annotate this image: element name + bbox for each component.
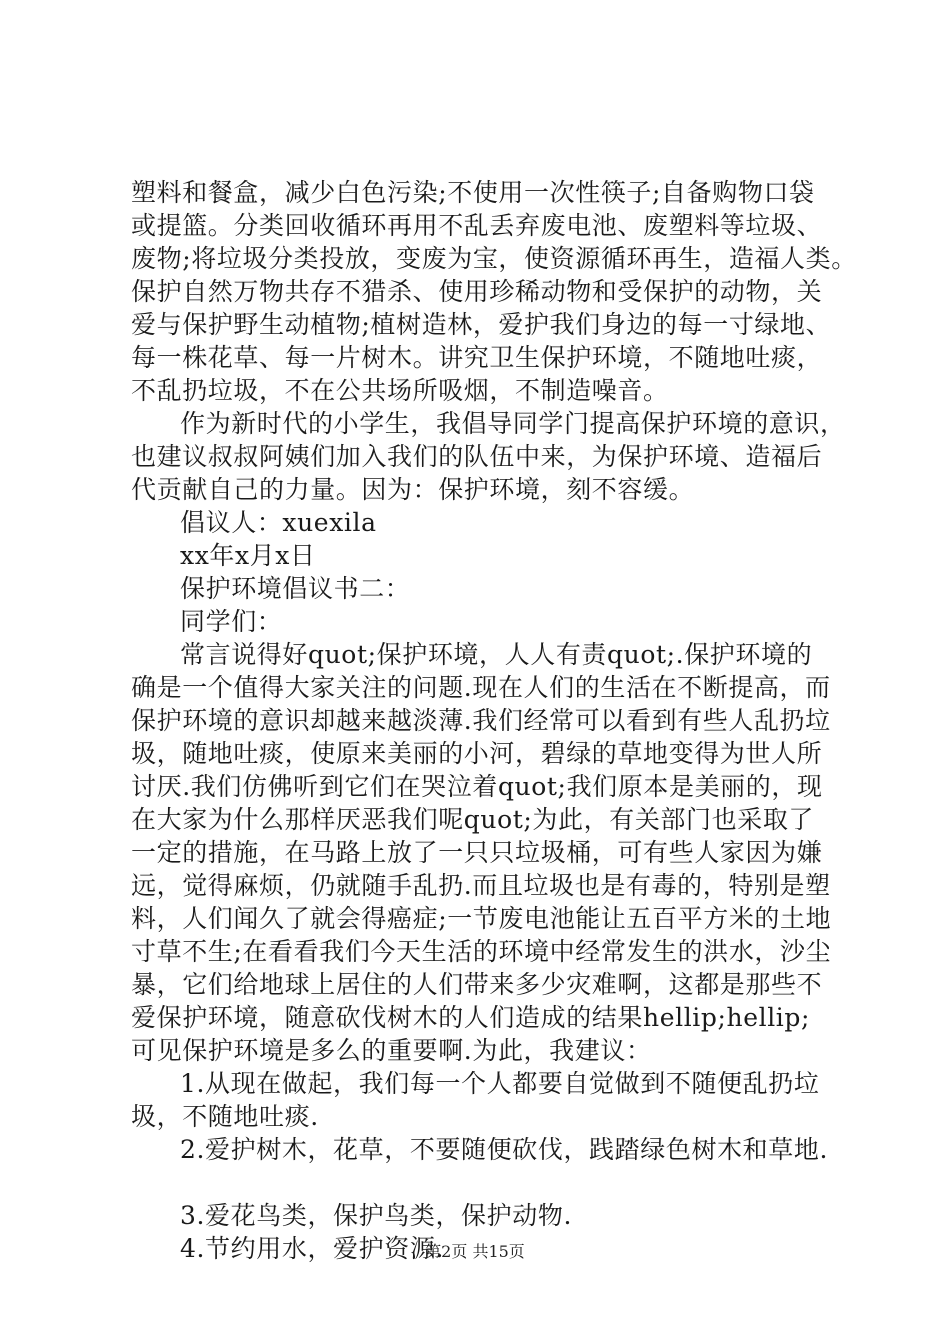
paragraph-line: 圾，随地吐痰，使原来美丽的小河，碧绿的草地变得为世人所 [131,739,823,768]
date-line: xx年x月x日 [180,541,316,570]
list-item: 1.从现在做起，我们每一个人都要自觉做到不随便乱扔垃 [180,1069,820,1098]
list-item-continuation: 圾，不随地吐痰. [131,1102,319,1131]
paragraph-line: 保护自然万物共存不猎杀、使用珍稀动物和受保护的动物，关 [131,277,823,306]
paragraph-line: 确是一个值得大家关注的问题.现在人们的生活在不断提高，而 [131,673,831,702]
paragraph-line: 讨厌.我们仿佛听到它们在哭泣着quot;我们原本是美丽的，现 [131,772,823,801]
paragraph-line: 塑料和餐盒，减少白色污染;不使用一次性筷子;自备购物口袋 [131,178,815,207]
paragraph-line: 暴，它们给地球上居住的人们带来多少灾难啊，这都是那些不 [131,970,823,999]
section-title: 保护环境倡议书二： [180,574,411,603]
paragraph-line: 每一株花草、每一片树木。讲究卫生保护环境，不随地吐痰， [131,343,823,372]
paragraph-line: 料，人们闻久了就会得癌症;一节废电池能让五百平方米的土地 [131,904,832,933]
paragraph-line: 也建议叔叔阿姨们加入我们的队伍中来，为保护环境、造福后 [131,442,823,471]
paragraph-line: 爱与保护野生动植物;植树造林，爱护我们身边的每一寸绿地、 [131,310,832,339]
paragraph-line: 爱保护环境，随意砍伐树木的人们造成的结果hellip;hellip; [131,1003,811,1032]
paragraph-line: 保护环境的意识却越来越淡薄.我们经常可以看到有些人乱扔垃 [131,706,831,735]
paragraph-line: 常言说得好quot;保护环境，人人有责quot;.保护环境的 [180,640,813,669]
page-number-footer: 第2页 共15页 [425,1242,525,1261]
document-body [131,176,857,1265]
paragraph-line: 远，觉得麻烦，仍就随手乱扔.而且垃圾也是有毒的，特别是塑 [131,871,831,900]
list-item: 2.爱护树木，花草，不要随便砍伐，践踏绿色树木和草地. [180,1135,829,1164]
list-item: 4.节约用水，爱护资源. [180,1234,445,1263]
salutation: 同学们： [180,607,283,636]
paragraph-line: 废物;将垃圾分类投放，变废为宝，使资源循环再生，造福人类。 [131,244,857,273]
signature-line: 倡议人：xuexila [180,508,377,537]
list-item: 3.爱花鸟类，保护鸟类，保护动物. [180,1201,573,1230]
paragraph-line: 一定的措施，在马路上放了一只只垃圾桶，可有些人家因为嫌 [131,838,823,867]
paragraph-line: 或提篮。分类回收循环再用不乱丢弃废电池、废塑料等垃圾、 [131,211,823,240]
paragraph-line: 不乱扔垃圾，不在公共场所吸烟，不制造噪音。 [131,376,669,405]
paragraph-line: 寸草不生;在看看我们今天生活的环境中经常发生的洪水，沙尘 [131,937,832,966]
paragraph-line: 在大家为什么那样厌恶我们呢quot;为此，有关部门也采取了 [131,805,815,834]
paragraph-line: 作为新时代的小学生，我倡导同学门提高保护环境的意识， [180,409,846,438]
paragraph-line: 代贡献自己的力量。因为：保护环境，刻不容缓。 [131,475,695,504]
paragraph-line: 可见保护环境是多么的重要啊.为此，我建议： [131,1036,652,1065]
blank-line [131,1166,841,1199]
